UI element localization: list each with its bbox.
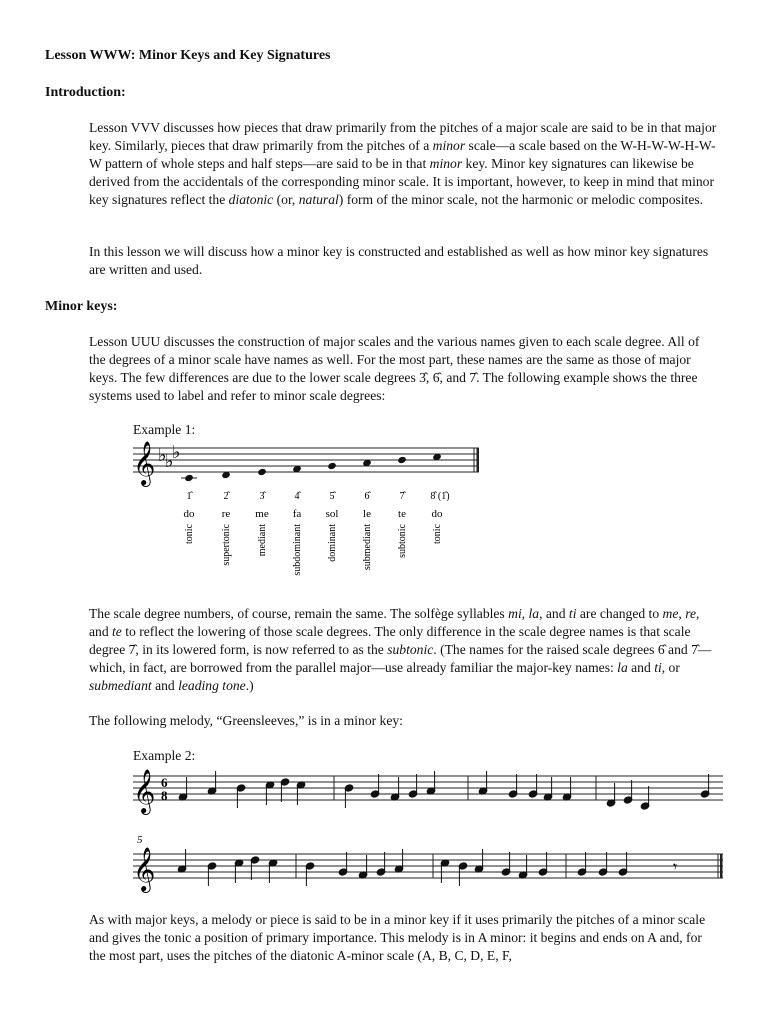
scale-degree-name: tonic bbox=[432, 524, 443, 544]
scale-degree-name: submediant bbox=[362, 524, 373, 571]
solfege-syllable: do bbox=[431, 508, 443, 520]
scale-degree-number: 3̂ bbox=[259, 491, 265, 502]
measure-number: 5 bbox=[137, 834, 143, 846]
solfege-syllable: sol bbox=[325, 508, 339, 520]
flat-sign-icon: ♭ bbox=[158, 445, 167, 465]
scale-degree-name: supertonic bbox=[221, 524, 232, 566]
scale-degree-number: 7̂ bbox=[399, 491, 405, 502]
solfege-syllable: le bbox=[363, 508, 371, 520]
solfege-syllable: fa bbox=[292, 508, 302, 520]
scale-degree-name: tonic bbox=[184, 524, 195, 544]
minor-keys-paragraph-1: Lesson UUU discusses the construction of major scales and the various names given to each scale degree. All of the degrees of a minor scale have names as well. For the most part, these names are the same as those of major keys. The few differences are due to the lower scale degrees 3̂, 6̂, and 7̂. The following example shows the three systems used to label and refer to minor scale degrees: bbox=[89, 334, 700, 404]
solfege-syllable: do bbox=[183, 508, 195, 520]
solfege-syllable: te bbox=[398, 508, 406, 520]
minor-keys-heading: Minor keys: bbox=[45, 299, 118, 314]
solfege-syllable: me bbox=[255, 508, 269, 520]
scale-degree-number: 2̂ bbox=[223, 491, 229, 502]
treble-clef-icon: 𝄞 bbox=[133, 849, 156, 891]
intro-paragraph-1: Lesson VVV discusses how pieces that draw primarily from the pitches of a major scale are said to be in that major key. Similarly, pieces that draw primarily from the pitches of a minor scale—a scale based on the W-H-W-W-H-W-W pattern of whole steps and half steps—are said to be in that minor key. Minor key signatures can likewise be derived from the accidentals of the corresponding minor scale. It is important, however, to keep in mind that minor key signatures reflect the diatonic (or, natural) form of the minor scale, not the harmonic or melodic composites. bbox=[89, 120, 717, 208]
intro-paragraph-2: In this lesson we will discuss how a minor key is constructed and established as well as how minor key signatures are written and used. bbox=[89, 244, 709, 278]
solfege-syllable: re bbox=[221, 508, 231, 520]
scale-degree-number: 6̂ bbox=[364, 491, 370, 502]
scale-degree-name: subtonic bbox=[397, 524, 408, 558]
time-signature-bottom: 8 bbox=[161, 788, 168, 803]
minor-keys-paragraph-4: As with major keys, a melody or piece is said to be in a minor key if it uses primarily the pitches of a minor scale and gives the tonic a position of primary importance. This melody is in A minor: it begins and ends on A and, for the most part, uses the pitches of the diatonic A-minor scale (A, B, C, D, E, F, bbox=[89, 912, 706, 964]
scale-note bbox=[327, 462, 337, 470]
example-2-label: Example 2: bbox=[133, 748, 196, 763]
introduction-heading: Introduction: bbox=[45, 85, 126, 100]
scale-degree-number: 8̂ (1̂) bbox=[430, 491, 450, 502]
scale-degree-name: dominant bbox=[327, 524, 338, 562]
scale-note bbox=[257, 468, 267, 476]
example-1-figure bbox=[133, 440, 485, 586]
flat-sign-icon: ♭ bbox=[165, 451, 174, 471]
time-signature-top: 6 bbox=[161, 775, 168, 790]
minor-keys-paragraph-2: The scale degree numbers, of course, remain the same. The solfège syllables mi, la, and ti are changed to me, re, and te to reflect the lowering of those scale degrees. The only difference in the scale degree names is that scale degree 7̂, in its lowered form, is now referred to as the subtonic. (The names for the raised scale degrees 6̂ and 7̂—which, in fact, are borrowed from the parallel major—use already familiar the major-key names: la and ti, or submediant and leading tone.) bbox=[89, 606, 712, 694]
scale-degree-number: 4̂ bbox=[294, 491, 300, 502]
minor-keys-paragraph-3: The following melody, “Greensleeves,” is in a minor key: bbox=[89, 713, 403, 728]
scale-degree-name: mediant bbox=[257, 524, 268, 557]
lesson-title: Lesson WWW: Minor Keys and Key Signatures bbox=[45, 48, 331, 63]
flat-sign-icon: ♭ bbox=[172, 442, 181, 462]
example-1-label: Example 1: bbox=[133, 422, 196, 437]
scale-degree-name: subdominant bbox=[292, 524, 303, 576]
treble-clef-icon: 𝄞 bbox=[133, 443, 156, 485]
example-2-figure bbox=[133, 768, 729, 900]
treble-clef-icon: 𝄞 bbox=[133, 771, 156, 813]
scale-note bbox=[397, 456, 407, 464]
scale-note bbox=[184, 474, 194, 482]
scale-degree-number: 5̂ bbox=[329, 491, 335, 502]
scale-degree-number: 1̂ bbox=[186, 491, 192, 502]
eighth-rest-icon: 𝄾 bbox=[673, 859, 678, 876]
